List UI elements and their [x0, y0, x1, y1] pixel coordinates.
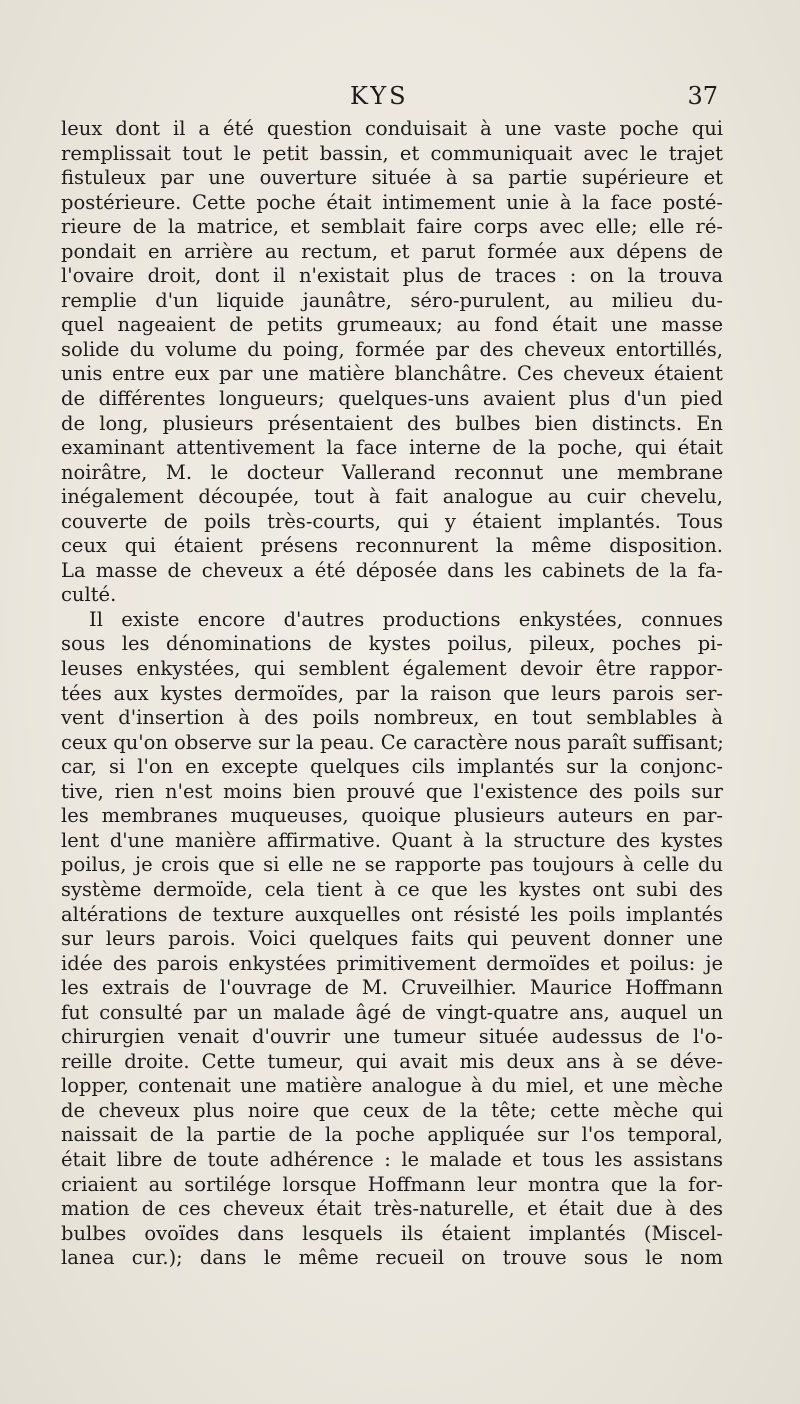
text-line: car, si l'on en excepte quelques cils implantés sur la conjonc-	[61, 755, 723, 779]
text-line: unis entre eux par une matière blanchâtre. Ces cheveux étaient	[61, 362, 723, 386]
text-line: quel nageaient de petits grumeaux; au fond était une masse	[61, 313, 723, 337]
text-line: leuses enkystées, qui semblent également devoir être rappor-	[61, 657, 723, 681]
text-line: les extrais de l'ouvrage de M. Cruveilhier. Maurice Hoffmann	[61, 976, 723, 1000]
text-line: tive, rien n'est moins bien prouvé que l'existence des poils sur	[61, 779, 723, 803]
paragraph-1	[61, 117, 723, 608]
text-line: pondait en arrière au rectum, et parut formée aux dépens de	[61, 239, 723, 263]
text-line: leux dont il a été question conduisait à une vaste poche qui	[61, 117, 723, 140]
text-line: chirurgien venait d'ouvrir une tumeur située audessus de l'o-	[61, 1025, 723, 1049]
text-line: lopper, contenait une matière analogue à du miel, et une mèche	[61, 1074, 723, 1098]
running-title: KYS	[350, 82, 409, 110]
text-line: postérieure. Cette poche était intimement unie à la face posté-	[61, 190, 723, 214]
text-line: système dermoïde, cela tient à ce que les kystes ont subi des	[61, 877, 723, 901]
text-line: Il existe encore d'autres productions enkystées, connues	[89, 607, 723, 631]
text-line: naissait de la partie de la poche appliquée sur l'os temporal,	[61, 1123, 723, 1147]
text-line: de long, plusieurs présentaient des bulbes bien distincts. En	[61, 411, 723, 435]
text-line: noirâtre, M. le docteur Vallerand reconnut une membrane	[61, 460, 723, 484]
text-line: idée des parois enkystées primitivement dermoïdes et poilus: je	[61, 951, 723, 975]
text-line: ceux qui étaient présens reconnurent la même disposition.	[61, 534, 723, 558]
text-line: fistuleux par une ouverture située à sa partie supérieure et	[61, 166, 723, 190]
text-line: reille droite. Cette tumeur, qui avait mis deux ans à se déve-	[61, 1049, 723, 1073]
text-line: rieure de la matrice, et semblait faire corps avec elle; elle ré-	[61, 215, 723, 239]
text-line: tées aux kystes dermoïdes, par la raison que leurs parois ser-	[61, 681, 723, 705]
text-line: ceux qu'on observe sur la peau. Ce caractère nous paraît suffisant;	[61, 730, 724, 754]
text-line: solide du volume du poing, formée par des cheveux entortillés,	[61, 337, 723, 361]
text-line: fut consulté par un malade âgé de vingt-quatre ans, auquel un	[61, 1000, 723, 1024]
text-line: bulbes ovoïdes dans lesquels ils étaient implantés (Miscel-	[61, 1221, 723, 1245]
text-line: mation de ces cheveux était très-naturelle, et était due à des	[61, 1197, 723, 1221]
text-line: de cheveux plus noire que ceux de la tête; cette mèche qui	[61, 1098, 723, 1122]
text-line: les membranes muqueuses, quoique plusieurs auteurs en par-	[61, 804, 723, 828]
paragraph-2	[61, 608, 723, 1271]
text-line: lanea cur.); dans le même recueil on trouve sous le nom	[61, 1246, 723, 1270]
page-number: 37	[687, 82, 718, 110]
text-line: inégalement découpée, tout à fait analogue au cuir chevelu,	[61, 485, 723, 509]
text-line: criaient au sortilége lorsque Hoffmann leur montra que la for-	[61, 1172, 723, 1196]
text-line: vent d'insertion à des poils nombreux, en tout semblables à	[61, 706, 723, 730]
text-line: lent d'une manière affirmative. Quant à la structure des kystes	[61, 828, 723, 852]
text-line: poilus, je crois que si elle ne se rapporte pas toujours à celle du	[61, 853, 723, 877]
text-line: couverte de poils très-courts, qui y étaient implantés. Tous	[61, 509, 723, 533]
text-line: remplie d'un liquide jaunâtre, séro-purulent, au milieu du-	[61, 288, 723, 312]
text-line: était libre de toute adhérence : le malade et tous les assistans	[61, 1147, 723, 1171]
body-text	[61, 117, 723, 1271]
text-line: examinant attentivement la face interne de la poche, qui était	[61, 436, 723, 460]
text-line: sous les dénominations de kystes poilus, pileux, poches pi-	[61, 632, 723, 656]
text-line: l'ovaire droit, dont il n'existait plus de traces : on la trouva	[61, 264, 723, 288]
running-head	[0, 82, 800, 122]
text-line: remplissait tout le petit bassin, et communiquait avec le trajet	[61, 141, 723, 165]
text-line: sur leurs parois. Voici quelques faits qui peuvent donner une	[61, 927, 723, 951]
text-line: culté.	[61, 583, 117, 607]
text-line: altérations de texture auxquelles ont résisté les poils implantés	[61, 902, 723, 926]
text-line: de différentes longueurs; quelques-uns avaient plus d'un pied	[61, 387, 723, 411]
text-line: La masse de cheveux a été déposée dans les cabinets de la fa-	[61, 558, 723, 582]
